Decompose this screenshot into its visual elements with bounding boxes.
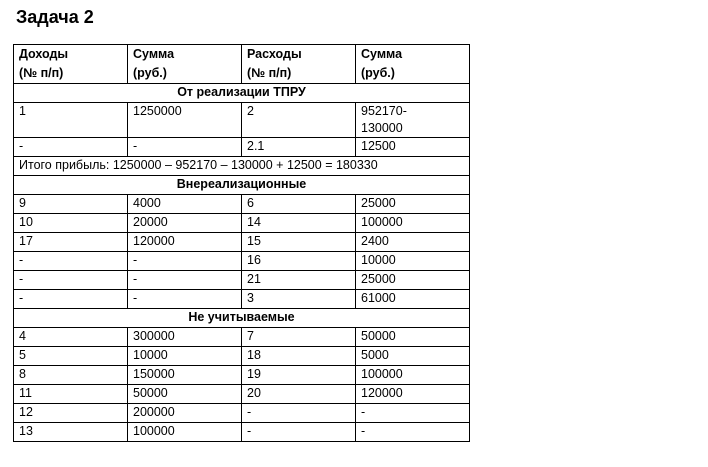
table-row [14,138,470,157]
expense-sum-cell: 12500 [356,138,470,157]
income-sum-cell: 10000 [128,347,242,366]
income-number-cell: 17 [14,233,128,252]
header-expense-sum [356,45,470,84]
income-number-cell: 12 [14,404,128,423]
income-number-cell: - [14,271,128,290]
income-sum-cell: 200000 [128,404,242,423]
income-sum-cell: 50000 [128,385,242,404]
table-row [14,103,470,138]
expense-number-cell: 6 [242,195,356,214]
table-row [14,290,470,309]
income-number-cell: 9 [14,195,128,214]
income-number-cell: 5 [14,347,128,366]
table-row [14,252,470,271]
income-sum-cell: - [128,271,242,290]
income-number-cell: - [14,252,128,271]
header-income-line1: Доходы [19,47,69,61]
header-expense [242,45,356,84]
income-sum-cell: - [128,290,242,309]
header-income-sum [128,45,242,84]
table-row [14,271,470,290]
income-number-cell: 1 [14,103,128,138]
income-sum-cell: - [128,138,242,157]
page-title: Задача 2 [16,7,94,27]
profit-summary: Итого прибыль: 1250000 – 952170 – 130000 + 12500 = 180330 [14,157,470,176]
expense-sum-cell: 5000 [356,347,470,366]
header-income-sum-line2: (руб.) [133,66,167,80]
expense-sum-cell: 25000 [356,271,470,290]
expense-number-cell: 15 [242,233,356,252]
table-row [14,404,470,423]
header-expense-line2: (№ п/п) [247,66,292,80]
income-number-cell: - [14,138,128,157]
income-number-cell: 8 [14,366,128,385]
expense-number-cell: 20 [242,385,356,404]
table-row [14,347,470,366]
expense-sum-cell: - [356,423,470,442]
expense-number-cell: - [242,423,356,442]
expense-number-cell: 14 [242,214,356,233]
section-title: От реализации ТПРУ [14,84,470,103]
expense-sum-cell: 61000 [356,290,470,309]
expense-sum-cell: 10000 [356,252,470,271]
table-body [14,84,470,442]
expense-sum-cell: 25000 [356,195,470,214]
expense-sum-cell: 2400 [356,233,470,252]
summary-row [14,157,470,176]
header-income [14,45,128,84]
header-expense-sum-line2: (руб.) [361,66,395,80]
header-row [14,45,470,84]
table-header [14,45,470,84]
table-row [14,214,470,233]
expense-number-cell: - [242,404,356,423]
header-income-line2: (№ п/п) [19,66,64,80]
expense-sum-cell: 100000 [356,366,470,385]
expense-sum-cell: 100000 [356,214,470,233]
section-row [14,84,470,103]
table-row [14,195,470,214]
income-sum-cell: - [128,252,242,271]
expense-number-cell: 18 [242,347,356,366]
income-sum-cell: 100000 [128,423,242,442]
table-row [14,366,470,385]
income-sum-cell: 300000 [128,328,242,347]
table-row [14,328,470,347]
expense-sum-cell: - [356,404,470,423]
expense-number-cell: 3 [242,290,356,309]
income-sum-cell: 20000 [128,214,242,233]
expense-number-cell: 2 [242,103,356,138]
table-row [14,423,470,442]
section-title: Внереализационные [14,176,470,195]
expense-number-cell: 19 [242,366,356,385]
income-number-cell: 11 [14,385,128,404]
expense-number-cell: 21 [242,271,356,290]
income-number-cell: 4 [14,328,128,347]
expense-number-cell: 7 [242,328,356,347]
section-row [14,176,470,195]
income-sum-cell: 150000 [128,366,242,385]
income-sum-cell: 4000 [128,195,242,214]
income-sum-cell: 120000 [128,233,242,252]
income-number-cell: 13 [14,423,128,442]
table-row [14,385,470,404]
header-expense-sum-line1: Сумма [361,47,403,61]
expense-number-cell: 16 [242,252,356,271]
header-expense-line1: Расходы [247,47,302,61]
header-income-sum-line1: Сумма [133,47,175,61]
section-row [14,309,470,328]
income-sum-cell: 1250000 [128,103,242,138]
table-row [14,233,470,252]
expense-sum-cell: 50000 [356,328,470,347]
income-number-cell: - [14,290,128,309]
expense-number-cell: 2.1 [242,138,356,157]
income-number-cell: 10 [14,214,128,233]
expense-sum-cell: 952170- 130000 [356,103,470,138]
report-table [13,44,470,442]
expense-sum-cell: 120000 [356,385,470,404]
section-title: Не учитываемые [14,309,470,328]
